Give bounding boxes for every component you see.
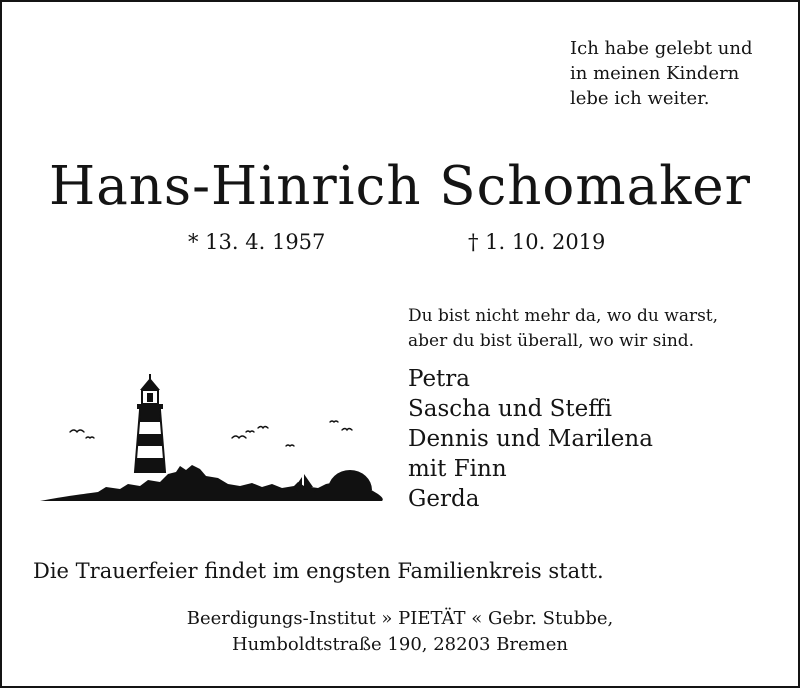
mourning-quote <box>408 304 718 354</box>
undertaker-address: Humboldtstraße 190, 28203 Bremen <box>231 634 568 655</box>
epitaph-line: lebe ich weiter. <box>570 88 710 109</box>
undertaker-name: Beerdigungs-Institut » PIETÄT « Gebr. Stubbe, <box>186 608 614 629</box>
mourner-name: Gerda <box>408 486 480 512</box>
mourner-name: Petra <box>408 366 471 392</box>
birth-date: * 13. 4. 1957 <box>188 230 326 254</box>
mourner-name: mit Finn <box>408 456 507 482</box>
mourning-quote-line: Du bist nicht mehr da, wo du warst, <box>408 306 719 326</box>
mourners-list <box>408 364 653 514</box>
death-date: † 1. 10. 2019 <box>468 230 606 254</box>
funeral-ceremony-note: Die Trauerfeier findet im engsten Familienkreis statt. <box>33 559 604 583</box>
epitaph-line: in meinen Kindern <box>570 63 740 84</box>
epitaph-quote <box>570 36 753 111</box>
deceased-name: Hans-Hinrich Schomaker <box>48 156 752 217</box>
sun-on-horizon <box>328 470 372 490</box>
mourning-quote-line: aber du bist überall, wo wir sind. <box>408 331 695 351</box>
lighthouse-silhouette-icon <box>36 370 386 510</box>
mourner-name: Sascha und Steffi <box>408 396 612 422</box>
mourner-name: Dennis und Marilena <box>408 426 653 452</box>
undertaker-info <box>0 606 800 658</box>
epitaph-line: Ich habe gelebt und <box>570 38 753 59</box>
